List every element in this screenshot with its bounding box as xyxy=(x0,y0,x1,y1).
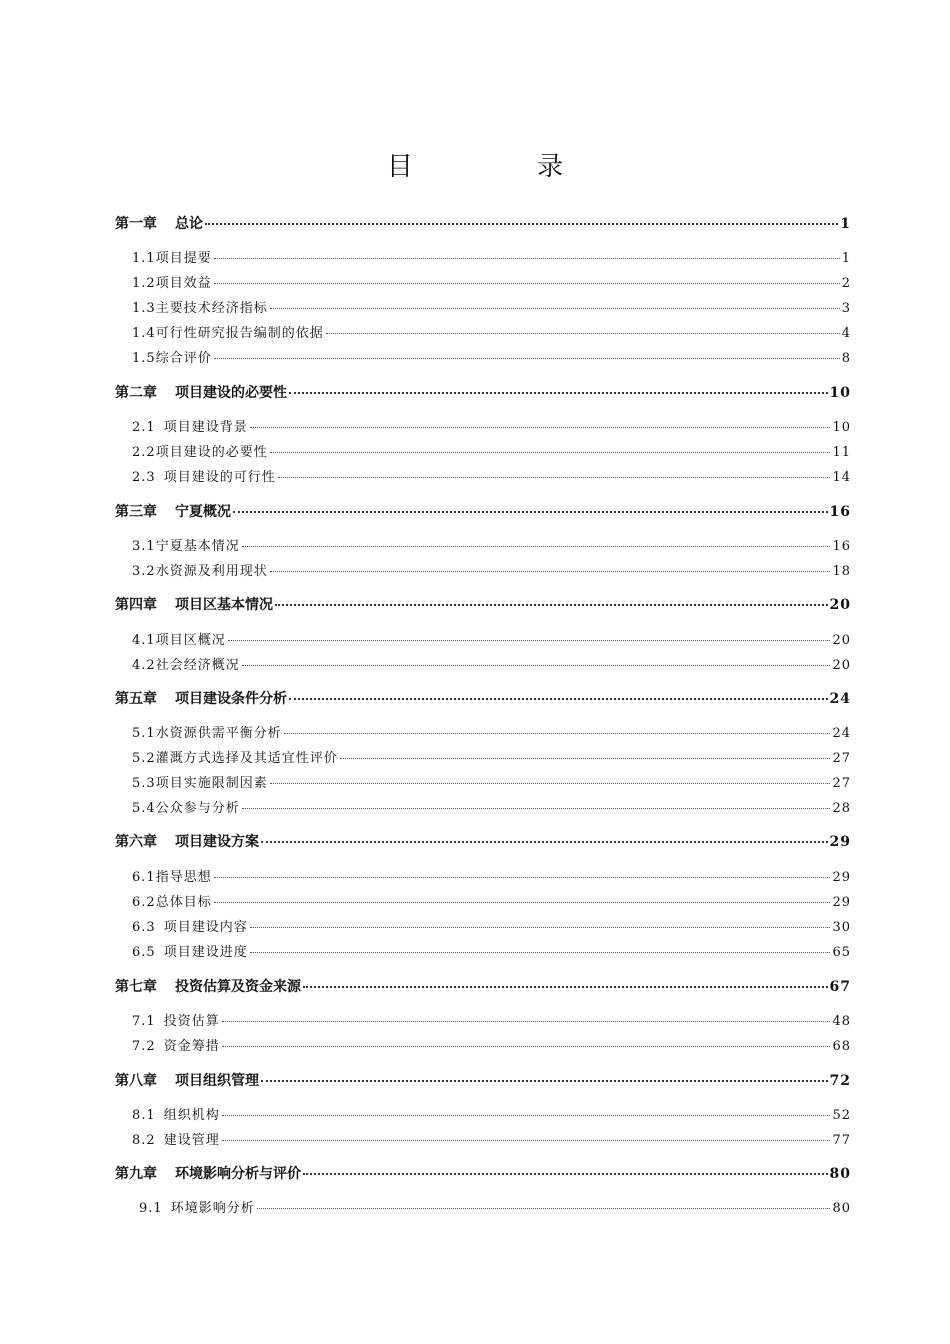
dot-leader xyxy=(214,258,840,259)
entry-number: 5.1 xyxy=(132,726,156,741)
toc-section-entry[interactable] xyxy=(132,629,851,648)
toc-section-entry[interactable] xyxy=(132,797,851,816)
toc-section-entry[interactable] xyxy=(132,322,851,341)
entry-number: 5.2 xyxy=(132,751,156,766)
entry-number: 5.3 xyxy=(132,776,156,791)
entry-page-number: 20 xyxy=(832,658,851,673)
entry-label: 项目建设的可行性 xyxy=(163,470,276,485)
dot-leader xyxy=(261,1080,828,1082)
entry-label: 公众参与分析 xyxy=(155,801,240,816)
entry-label: 环境影响分析与评价 xyxy=(175,1166,301,1182)
dot-leader xyxy=(228,640,831,641)
entry-page-number: 2 xyxy=(841,276,851,291)
entry-number: 6.5 xyxy=(132,945,156,960)
toc-section-entry[interactable] xyxy=(132,535,851,554)
toc-section-entry[interactable] xyxy=(132,247,851,266)
dot-leader xyxy=(222,1115,831,1116)
dot-leader xyxy=(275,604,828,606)
entry-label: 社会经济概况 xyxy=(155,658,240,673)
toc-chapter-entry[interactable] xyxy=(115,1163,851,1183)
entry-page-number: 27 xyxy=(832,776,851,791)
dot-leader xyxy=(214,877,831,878)
entry-number: 5.4 xyxy=(132,801,156,816)
dot-leader xyxy=(289,392,828,394)
entry-page-number: 11 xyxy=(832,445,851,460)
toc-chapter-entry[interactable] xyxy=(115,831,851,851)
entry-label: 宁夏基本情况 xyxy=(155,539,240,554)
entry-number: 4.2 xyxy=(132,658,156,673)
entry-label: 总体目标 xyxy=(155,895,212,910)
entry-page-number: 72 xyxy=(829,1073,851,1089)
toc-section-entry[interactable] xyxy=(132,560,851,579)
dot-leader xyxy=(261,841,828,843)
toc-chapter-entry[interactable] xyxy=(115,382,851,402)
entry-label: 投资估算及资金来源 xyxy=(175,979,301,995)
entry-page-number: 48 xyxy=(832,1014,851,1029)
entry-label: 资金筹措 xyxy=(163,1039,220,1054)
dot-leader xyxy=(222,1021,831,1022)
dot-leader xyxy=(284,733,831,734)
dot-leader xyxy=(270,571,831,572)
entry-number: 2.1 xyxy=(132,420,156,435)
entry-page-number: 77 xyxy=(832,1133,851,1148)
entry-page-number: 80 xyxy=(829,1166,851,1182)
toc-section-entry[interactable] xyxy=(139,1197,851,1216)
entry-number: 8.2 xyxy=(132,1133,156,1148)
entry-number: 第四章 xyxy=(115,597,157,613)
entry-number: 第二章 xyxy=(115,385,157,401)
toc-section-entry[interactable] xyxy=(132,891,851,910)
page-title: 目 录 xyxy=(386,152,622,182)
entry-label: 投资估算 xyxy=(163,1014,220,1029)
toc-section-entry[interactable] xyxy=(132,1035,851,1054)
entry-page-number: 1 xyxy=(840,216,851,232)
entry-number: 7.2 xyxy=(132,1039,156,1054)
entry-label: 项目建设的必要性 xyxy=(155,445,268,460)
entry-label: 主要技术经济指标 xyxy=(155,301,268,316)
dot-leader xyxy=(270,783,831,784)
entry-page-number: 24 xyxy=(832,726,851,741)
entry-label: 水资源供需平衡分析 xyxy=(155,726,282,741)
dot-leader xyxy=(205,223,838,225)
entry-page-number: 28 xyxy=(832,801,851,816)
entry-page-number: 29 xyxy=(829,834,851,850)
entry-number: 第七章 xyxy=(115,979,157,995)
entry-page-number: 18 xyxy=(832,564,851,579)
dot-leader xyxy=(222,1140,831,1141)
dot-leader xyxy=(289,698,828,700)
entry-number: 1.5 xyxy=(132,351,156,366)
toc-section-entry[interactable] xyxy=(132,347,851,366)
entry-label: 项目建设的必要性 xyxy=(175,385,287,401)
dot-leader xyxy=(278,477,831,478)
entry-page-number: 14 xyxy=(832,470,851,485)
entry-page-number: 29 xyxy=(832,870,851,885)
entry-number: 第八章 xyxy=(115,1073,157,1089)
entry-label: 建设管理 xyxy=(163,1133,220,1148)
toc-section-entry[interactable] xyxy=(132,916,851,935)
entry-label: 宁夏概况 xyxy=(175,504,231,520)
entry-label: 项目建设内容 xyxy=(163,920,248,935)
entry-page-number: 24 xyxy=(829,691,851,707)
entry-number: 1.1 xyxy=(132,251,156,266)
entry-page-number: 10 xyxy=(829,385,851,401)
toc-section-entry[interactable] xyxy=(132,1104,851,1123)
toc-chapter-entry[interactable] xyxy=(115,1070,851,1090)
toc-chapter-entry[interactable] xyxy=(115,213,851,233)
toc-chapter-entry[interactable] xyxy=(115,501,851,521)
entry-page-number: 27 xyxy=(832,751,851,766)
toc-section-entry[interactable] xyxy=(132,466,851,485)
toc-section-entry[interactable] xyxy=(132,747,851,766)
entry-label: 项目实施限制因素 xyxy=(155,776,268,791)
dot-leader xyxy=(303,1173,828,1175)
entry-number: 9.1 xyxy=(139,1201,163,1216)
entry-page-number: 20 xyxy=(829,597,851,613)
entry-number: 2.3 xyxy=(132,470,156,485)
entry-page-number: 8 xyxy=(841,351,851,366)
entry-label: 总论 xyxy=(175,216,203,232)
dot-leader xyxy=(242,808,831,809)
entry-label: 项目提要 xyxy=(155,251,212,266)
entry-label: 水资源及利用现状 xyxy=(155,564,268,579)
dot-leader xyxy=(242,546,831,547)
entry-page-number: 80 xyxy=(832,1201,851,1216)
dot-leader xyxy=(214,358,840,359)
dot-leader xyxy=(250,952,831,953)
dot-leader xyxy=(257,1208,831,1209)
entry-page-number: 10 xyxy=(832,420,851,435)
entry-number: 第一章 xyxy=(115,216,157,232)
toc-section-entry[interactable] xyxy=(132,772,851,791)
entry-page-number: 1 xyxy=(841,251,851,266)
entry-label: 可行性研究报告编制的依据 xyxy=(155,326,324,341)
entry-number: 4.1 xyxy=(132,633,156,648)
entry-number: 2.2 xyxy=(132,445,156,460)
entry-page-number: 16 xyxy=(832,539,851,554)
entry-number: 6.2 xyxy=(132,895,156,910)
toc-section-entry[interactable] xyxy=(132,441,851,460)
dot-leader xyxy=(250,927,831,928)
entry-label: 综合评价 xyxy=(155,351,212,366)
toc-section-entry[interactable] xyxy=(132,654,851,673)
entry-page-number: 52 xyxy=(832,1108,851,1123)
entry-page-number: 29 xyxy=(832,895,851,910)
toc-chapter-entry[interactable] xyxy=(115,688,851,708)
entry-label: 环境影响分析 xyxy=(170,1201,255,1216)
dot-leader xyxy=(242,665,831,666)
entry-number: 7.1 xyxy=(132,1014,156,1029)
entry-page-number: 3 xyxy=(841,301,851,316)
dot-leader xyxy=(340,758,831,759)
entry-label: 组织机构 xyxy=(163,1108,220,1123)
entry-page-number: 16 xyxy=(829,504,851,520)
toc-section-entry[interactable] xyxy=(132,866,851,885)
entry-number: 3.2 xyxy=(132,564,156,579)
entry-label: 项目建设背景 xyxy=(163,420,248,435)
dot-leader xyxy=(222,1046,831,1047)
entry-page-number: 4 xyxy=(841,326,851,341)
dot-leader xyxy=(214,902,831,903)
entry-number: 6.3 xyxy=(132,920,156,935)
entry-number: 8.1 xyxy=(132,1108,156,1123)
entry-number: 第六章 xyxy=(115,834,157,850)
toc-section-entry[interactable] xyxy=(132,272,851,291)
entry-number: 6.1 xyxy=(132,870,156,885)
dot-leader xyxy=(270,308,840,309)
entry-label: 项目建设进度 xyxy=(163,945,248,960)
toc-section-entry[interactable] xyxy=(132,297,851,316)
entry-page-number: 30 xyxy=(832,920,851,935)
entry-number: 1.3 xyxy=(132,301,156,316)
dot-leader xyxy=(233,511,828,513)
entry-number: 3.1 xyxy=(132,539,156,554)
entry-page-number: 68 xyxy=(832,1039,851,1054)
entry-page-number: 65 xyxy=(832,945,851,960)
toc-section-entry[interactable] xyxy=(132,1129,851,1148)
dot-leader xyxy=(303,986,828,988)
entry-page-number: 20 xyxy=(832,633,851,648)
entry-label: 项目组织管理 xyxy=(175,1073,259,1089)
dot-leader xyxy=(214,283,840,284)
entry-label: 项目建设条件分析 xyxy=(175,691,287,707)
entry-label: 灌溉方式选择及其适宜性评价 xyxy=(155,751,338,766)
dot-leader xyxy=(250,427,831,428)
entry-number: 1.4 xyxy=(132,326,156,341)
dot-leader xyxy=(270,452,831,453)
entry-label: 项目区基本情况 xyxy=(175,597,273,613)
toc-section-entry[interactable] xyxy=(132,941,851,960)
entry-number: 第五章 xyxy=(115,691,157,707)
entry-label: 项目效益 xyxy=(155,276,212,291)
toc-chapter-entry[interactable] xyxy=(115,594,851,614)
toc-section-entry[interactable] xyxy=(132,1010,851,1029)
entry-label: 指导思想 xyxy=(155,870,212,885)
dot-leader xyxy=(326,333,840,334)
entry-number: 第三章 xyxy=(115,504,157,520)
toc-section-entry[interactable] xyxy=(132,416,851,435)
entry-page-number: 67 xyxy=(829,979,851,995)
toc-chapter-entry[interactable] xyxy=(115,976,851,996)
entry-label: 项目区概况 xyxy=(155,633,226,648)
entry-number: 1.2 xyxy=(132,276,156,291)
entry-label: 项目建设方案 xyxy=(175,834,259,850)
entry-number: 第九章 xyxy=(115,1166,157,1182)
toc-section-entry[interactable] xyxy=(132,722,851,741)
